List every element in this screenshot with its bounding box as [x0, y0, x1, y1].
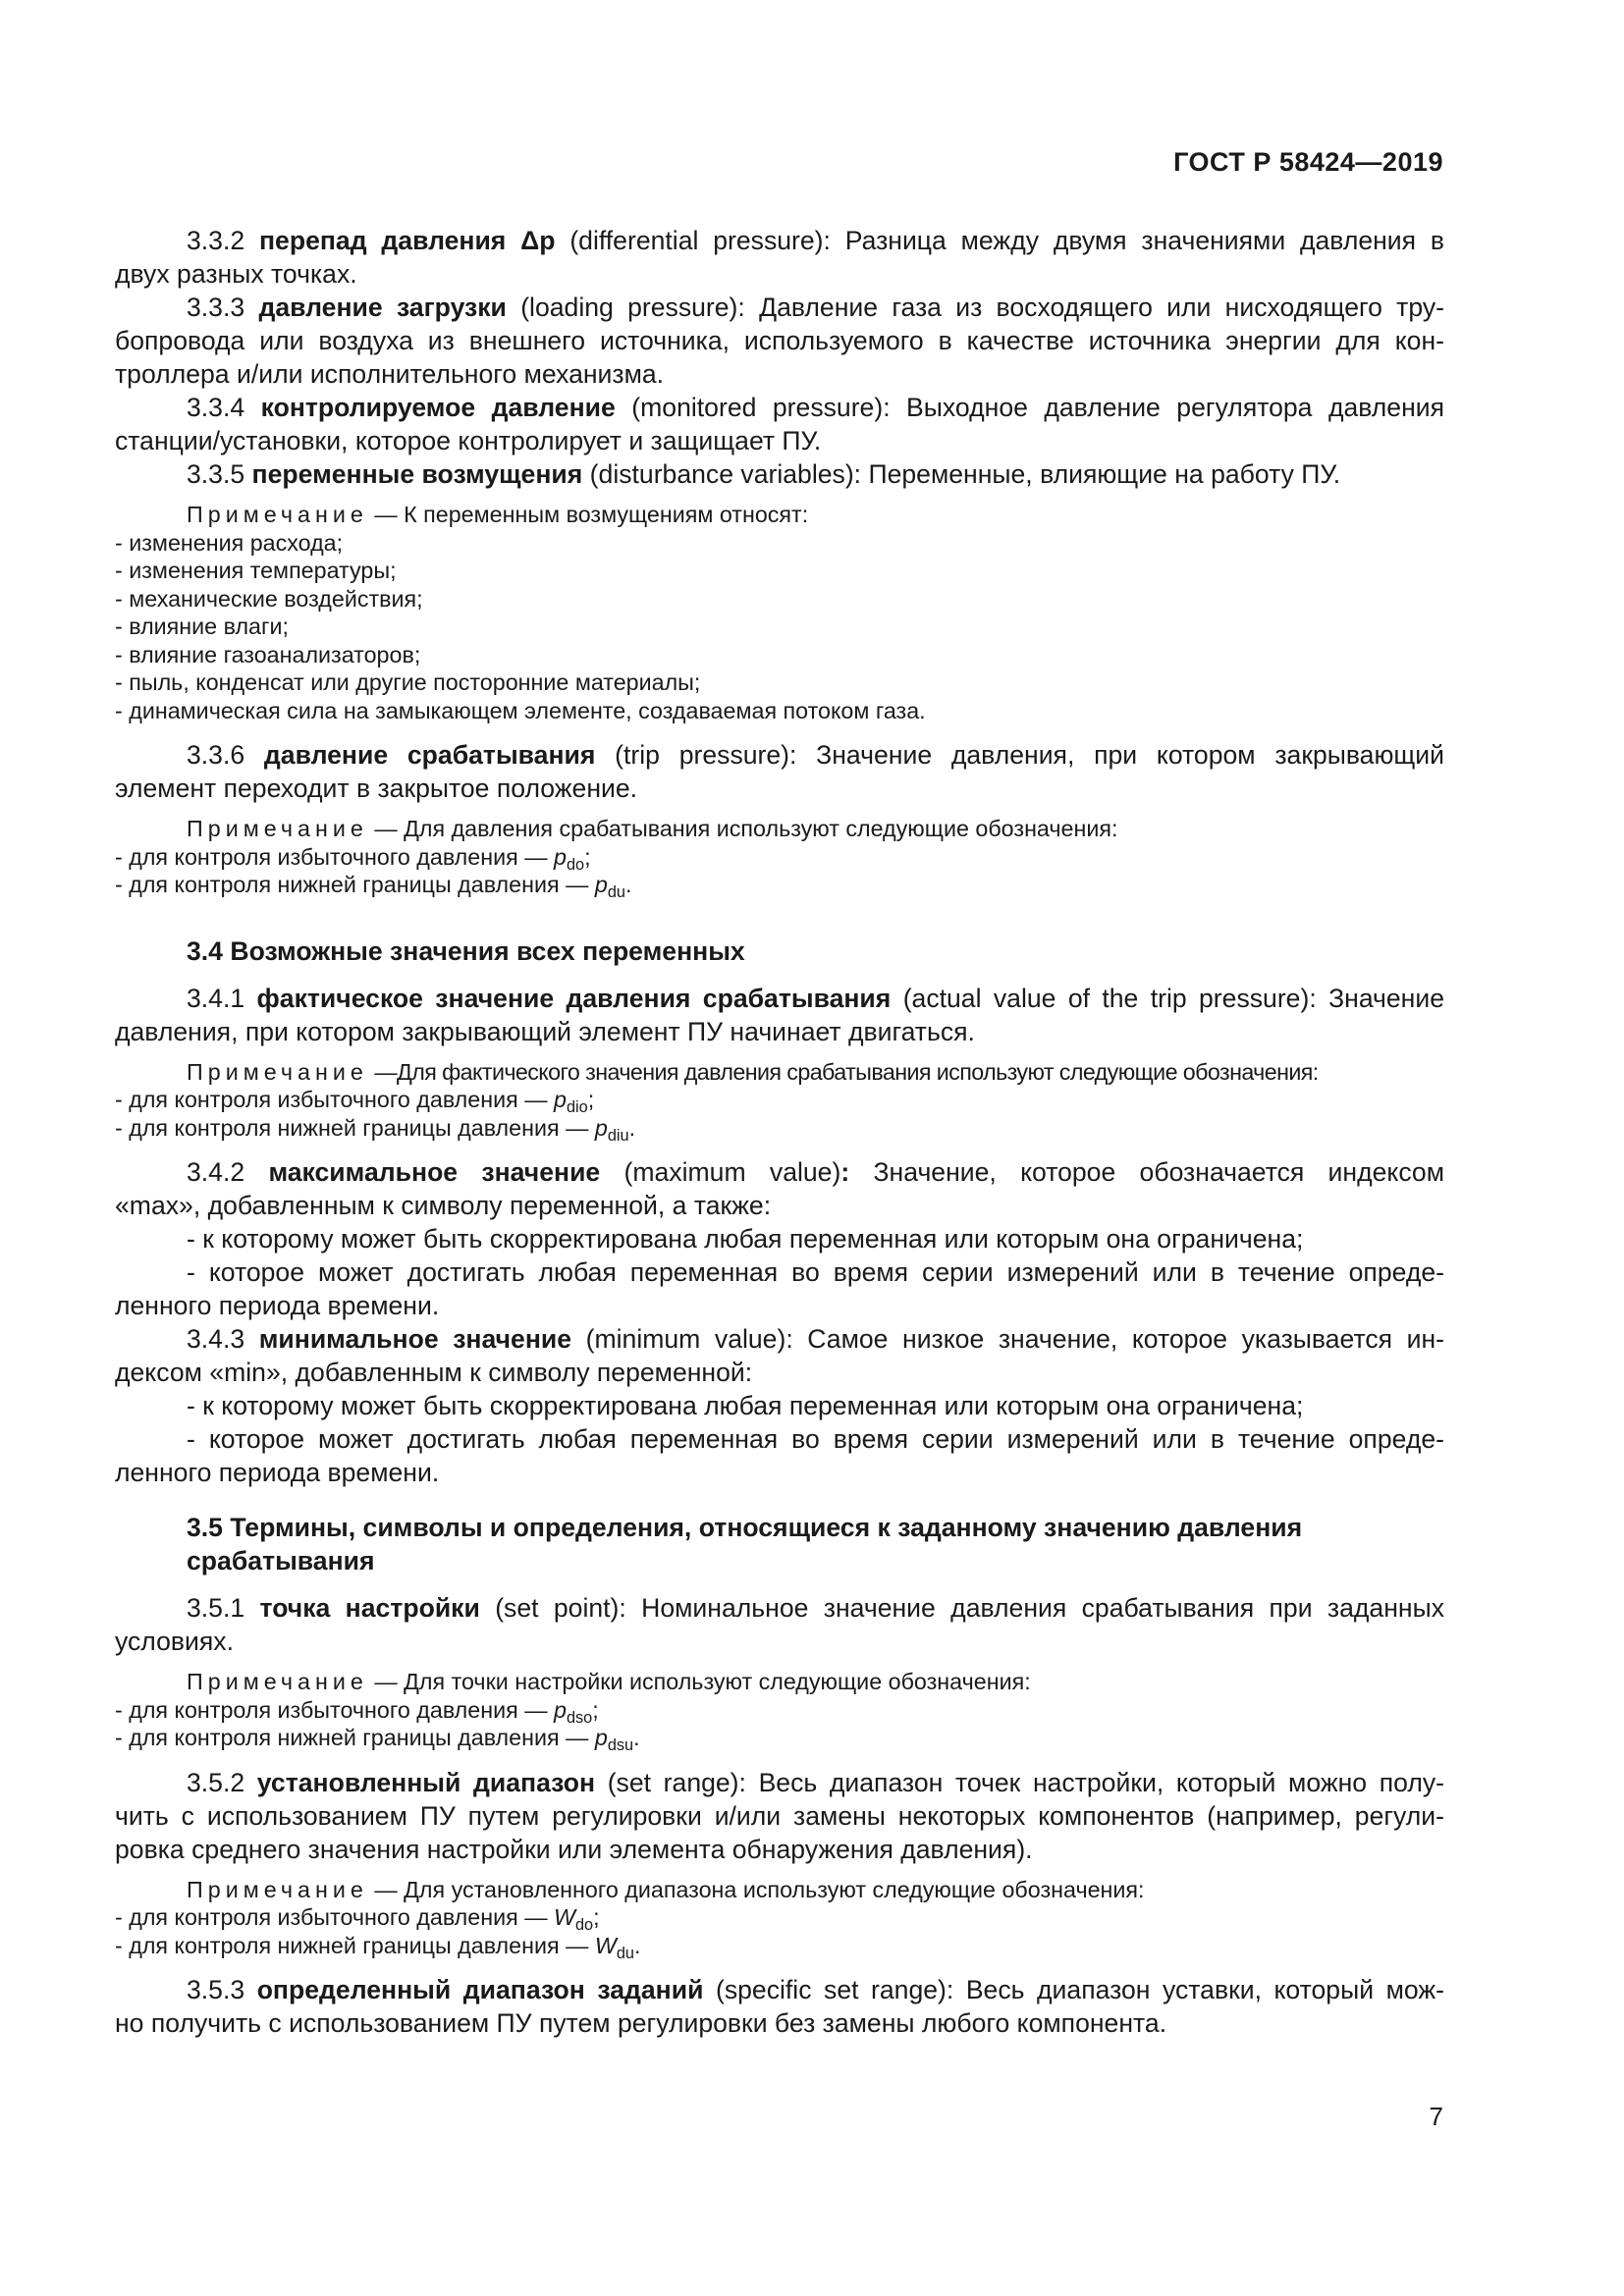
clause-line: давления, при котором закрывающий элемент ПУ начинает двигаться.	[115, 1016, 975, 1046]
term: перепад давления	[258, 226, 507, 255]
clause-line: 3.3.5 переменные возмущения (disturbance variables): Переменные, влияющие на работу ПУ.	[187, 459, 1341, 489]
list-item: - пыль, конденсат или другие посторонние материалы;	[115, 669, 701, 695]
note-label: Примечание	[187, 502, 368, 527]
clause-line: 3.3.6 давление срабатывания (trip pressure): Значение давления, при котором закрывающий	[187, 740, 1445, 770]
term: установленный диапазон	[256, 1767, 596, 1797]
clause-line: элемент переходит в закрытое положение.	[115, 774, 638, 803]
clause-3-3-2	[115, 224, 1444, 291]
clause-line: - к которому может быть скорректирована любая переменная или которым она ограничена;	[187, 1391, 1304, 1420]
note-3-3-5	[115, 501, 1444, 724]
note-intro: Примечание — Для установленного диапазона используют следующие обозначения:	[187, 1876, 1145, 1902]
clause-line: ровка среднего значения настройки или элемента обнаружения давления).	[115, 1834, 1033, 1864]
list-item: - влияние влаги;	[115, 614, 289, 639]
term: определенный диапазон заданий	[256, 1975, 704, 2004]
clause-3-5-1	[115, 1591, 1444, 1658]
clause-line: 3.5.3 определенный диапазон заданий (specific set range): Весь диапазон уставки, который мож-	[187, 1975, 1445, 2004]
section-heading-3-4: 3.4 Возможные значения всех переменных	[187, 935, 745, 966]
list-item: - для контроля избыточного давления — $p_{dio}$;	[115, 1087, 595, 1116]
clause-3-4-1	[115, 982, 1444, 1048]
clause-line: условиях.	[115, 1627, 234, 1656]
clause-line: - которое может достигать любая переменная во время серии измерений или в течение опреде-	[187, 1257, 1444, 1287]
term: контролируемое давление	[260, 393, 616, 422]
note-3-5-2	[115, 1876, 1444, 1960]
note-intro: Примечание — Для давления срабатывания используют следующие обозначения:	[187, 816, 1118, 841]
document-header: ГОСТ Р 58424—2019	[1173, 147, 1443, 177]
clause-line: троллера и/или исполнительного механизма.	[115, 359, 665, 389]
term: давление загрузки	[258, 293, 507, 322]
clause-line: бопровода или воздуха из внешнего источника, используемого в качестве источника энергии для кон-	[115, 326, 1444, 355]
note-intro: Примечание — Для точки настройки используют следующие обозначения:	[187, 1669, 1031, 1694]
note-intro: Примечание —Для фактического значения давления срабатывания используют следующие обозначения:	[187, 1058, 1319, 1085]
list-item: - изменения расхода;	[115, 529, 344, 556]
list-item: - для контроля нижней границы давления — $W_{du}$.	[115, 1932, 641, 1962]
clause-3-5-2	[115, 1766, 1444, 1866]
page-number: 7	[1429, 2102, 1443, 2131]
list-item: - для контроля избыточного давления — $p_{do}$;	[115, 843, 591, 874]
page-content	[115, 224, 1444, 2040]
clause-3-4-3	[115, 1322, 1444, 1489]
clause-line: ленного периода времени.	[115, 1458, 440, 1487]
clause-line: 3.5.1 точка настройки (set point): Номинальное значение давления срабатывания при заданных	[187, 1593, 1445, 1623]
list-item: - для контроля нижней границы давления — $p_{du}$.	[115, 872, 632, 901]
list-item: - для контроля нижней границы давления — $p_{diu}$.	[115, 1114, 636, 1145]
clause-line: 3.3.4 контролируемое давление (monitored pressure): Выходное давление регулятора давления	[187, 393, 1445, 422]
clause-line: 3.4.3 минимальное значение (minimum value): Самое низкое значение, которое указывается ин-	[187, 1324, 1444, 1354]
list-item: - динамическая сила на замыкающем элементе, создаваемая потоком газа.	[115, 697, 926, 723]
clause-line: «max», добавленным к символу переменной, а также:	[115, 1191, 772, 1220]
clause-3-3-5	[115, 457, 1444, 491]
term: минимальное значение	[258, 1324, 572, 1354]
term: точка настройки	[259, 1593, 480, 1623]
clause-line: дексом «min», добавленным к символу переменной:	[115, 1358, 753, 1387]
note-label: Примечание	[187, 1058, 368, 1085]
note-3-5-1	[115, 1668, 1444, 1752]
term: максимальное значение	[268, 1157, 601, 1187]
clause-line: - к которому может быть скорректирована любая переменная или которым она ограничена;	[187, 1224, 1304, 1254]
list-item: - изменения температуры;	[115, 558, 397, 583]
clause-line: 3.5.2 установленный диапазон (set range): Весь диапазон точек настройки, который можно полу-	[187, 1767, 1444, 1797]
clause-line: но получить с использованием ПУ путем регулировки без замены любого компонента.	[115, 2008, 1167, 2038]
clause-3-3-6	[115, 738, 1444, 805]
note-3-3-6	[115, 815, 1444, 899]
clause-line: 3.3.2 перепад давления Δp (differential pressure): Разница между двумя значениями давления в	[187, 226, 1445, 255]
clause-line: двух разных точках.	[115, 259, 357, 289]
section-heading-3-5: 3.5 Термины, символы и определения, относящиеся к заданному значению давления срабатывания	[187, 1513, 1303, 1575]
clause-line: 3.4.1 фактическое значение давления срабатывания (actual value of the trip pressure): Значение	[187, 983, 1445, 1013]
note-label: Примечание	[187, 1669, 368, 1694]
clause-line: 3.4.2 максимальное значение (maximum value): Значение, которое обозначается индексом	[187, 1157, 1445, 1187]
clause-line: ленного периода времени.	[115, 1291, 440, 1320]
clause-line: чить с использованием ПУ путем регулировки и/или замены некоторых компонентов (например, регули-	[115, 1800, 1444, 1831]
list-item: - механические воздействия;	[115, 585, 423, 612]
list-item: - для контроля нижней границы давления — $p_{dsu}$.	[115, 1725, 640, 1754]
note-3-4-1	[115, 1058, 1444, 1143]
clause-line: - которое может достигать любая переменная во время серии измерений или в течение опреде-	[187, 1424, 1444, 1454]
clause-line: 3.3.3 давление загрузки (loading pressure): Давление газа из восходящего или нисходящего тру-	[187, 293, 1445, 322]
clause-3-3-4	[115, 391, 1444, 457]
note-label: Примечание	[187, 1876, 368, 1902]
clause-line: станции/установки, которое контролирует и защищает ПУ.	[115, 426, 822, 455]
clause-3-4-2	[115, 1155, 1444, 1322]
term: переменные возмущения	[251, 459, 583, 489]
term: давление срабатывания	[263, 740, 596, 770]
list-item: - влияние газоанализаторов;	[115, 641, 421, 667]
clause-3-5-3	[115, 1973, 1444, 2040]
note-label: Примечание	[187, 816, 368, 841]
term: фактическое значение давления срабатывания	[256, 983, 892, 1013]
list-item: - для контроля избыточного давления — $W_{do}$;	[115, 1904, 600, 1934]
list-item: - для контроля избыточного давления — $p_{dso}$;	[115, 1696, 599, 1727]
clause-3-3-3	[115, 291, 1444, 391]
term-symbol: Δp	[520, 226, 556, 255]
note-intro: Примечание — К переменным возмущениям относят:	[187, 502, 809, 527]
